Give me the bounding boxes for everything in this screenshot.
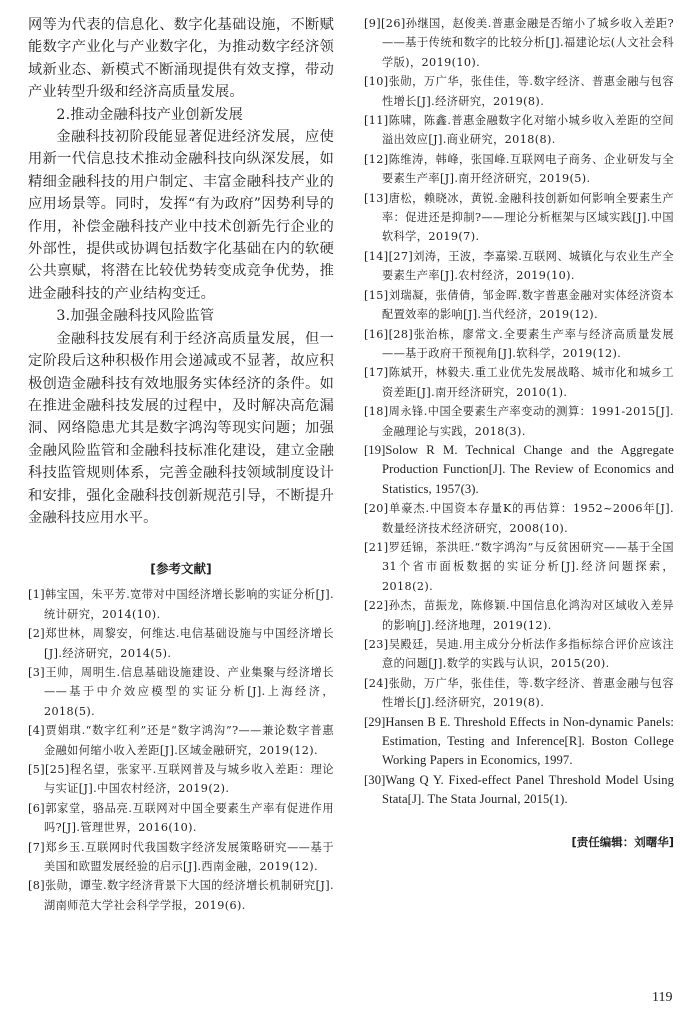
reference-item: [24]张勋，万广华，张佳佳，等.数字经济、普惠金融与包容性增长[J].经济研究，2019(8). xyxy=(364,676,674,710)
body-paragraph: 网等为代表的信息化、数字化基础设施，不断赋能数字产业化与产业数字化，为推动数字经济领域新业态、新模式不断涌现提供有效支撑，带动产业转型升级和经济高质量发展。 xyxy=(28,17,334,101)
reference-item: [20]单豪杰.中国资本存量K的再估算：1952~2006年[J].数量经济技术经济研究，2008(10). xyxy=(364,502,674,535)
page-number: 119 xyxy=(652,990,673,1005)
reference-item: [4]贾娟琪.“数字红利”还是“数字鸿沟”?——兼论数字普惠金融如何缩小收入差距[J].区域金融研究，2019(12). xyxy=(28,724,334,757)
reference-item: [11]陈啸，陈鑫.普惠金融数字化对缩小城乡收入差距的空间溢出效应[J].商业研究，2018(8). xyxy=(364,114,674,147)
left-column xyxy=(28,14,334,915)
reference-list xyxy=(28,585,334,915)
reference-item: [3]王帅，周明生.信息基础设施建设、产业集聚与经济增长——基于中介效应模型的实证分析[J].上海经济，2018(5). xyxy=(28,665,334,718)
reference-item: [30]Wang Q Y. Fixed-effect Panel Threshold Model Using Stata[J]. The Stata Journal, 2015(1). xyxy=(364,772,674,807)
reference-item: [17]陈斌开，林毅夫.重工业优先发展战略、城市化和城乡工资差距[J].南开经济研究，2010(1). xyxy=(364,366,674,399)
reference-item: [16][28]张治栋，廖常文.全要素生产率与经济高质量发展——基于政府干预视角[J].软科学，2019(12). xyxy=(364,327,674,360)
references-title: [参考文献] xyxy=(150,561,212,577)
reference-item: [10]张勋，万广华，张佳佳，等.数字经济、普惠金融与包容性增长[J].经济研究，2019(8). xyxy=(364,75,674,108)
reference-item: [29]Hansen B E. Threshold Effects in Non-dynamic Panels: Estimation, Testing and Inference[R]. Boston College Working Papers in Economics, 1997. xyxy=(364,714,674,768)
reference-item: [1]韩宝国，朱平芳.宽带对中国经济增长影响的实证分析[J].统计研究，2014(10). xyxy=(28,588,334,621)
section-heading: 2.推动金融科技产业创新发展 xyxy=(56,106,243,123)
right-column xyxy=(364,14,674,850)
reference-item: [14][27]刘涛，王波，李嘉梁.互联网、城镇化与农业生产全要素生产率[J].农村经济，2019(10). xyxy=(364,249,674,283)
body-paragraph: 金融科技初阶段能显著促进经济发展，应使用新一代信息技术推动金融科技向纵深发展，如精细金融科技的用户制定、丰富金融科技产业的应用场景等。同时，发挥“有为政府”因势利导的作用，补偿金融科技产业中技术创新先行企业的外部性，提供或协调包括数字化基础在内的软硬公共禀赋，将潜在比较优势转变成竞争优势，推进金融科技的产业结构变迁。 xyxy=(28,129,334,302)
reference-item: [7]郑乡玉.互联网时代我国数字经济发展策略研究——基于美国和欧盟发展经验的启示[J].西南金融，2019(12). xyxy=(28,840,334,874)
reference-item: [13]唐松，赖晓冰，黄锐.金融科技创新如何影响全要素生产率：促进还是抑制?——理论分析框架与区域实践[J].中国软科学，2019(7). xyxy=(364,191,674,244)
reference-item: [8]张勋，谭莹.数字经济背景下大国的经济增长机制研究[J].湖南师范大学社会科学学报，2019(6). xyxy=(28,879,334,912)
responsible-editor: [责任编辑：刘曙华] xyxy=(571,834,674,849)
reference-item: [6]郭家堂，骆品亮.互联网对中国全要素生产率有促进作用吗?[J].管理世界，2016(10). xyxy=(28,801,334,835)
reference-item: [21]罗廷锦，茶洪旺.“数字鸿沟”与反贫困研究——基于全国31个省市面板数据的实证分析[J].经济问题探索，2018(2). xyxy=(364,540,674,593)
reference-item: [23]吴殿廷，吴迪.用主成分分析法作多指标综合评价应该注意的问题[J].数学的实践与认识，2015(20). xyxy=(364,638,674,671)
reference-item: [2]郑世林，周黎安，何维达.电信基础设施与中国经济增长[J].经济研究，2014(5). xyxy=(28,627,334,660)
reference-item: [12]陈维涛，韩峰，张国峰.互联网电子商务、企业研发与全要素生产率[J].南开经济研究，2019(5). xyxy=(364,152,674,186)
reference-item: [18]周永锋.中国全要素生产率变动的测算：1991-2015[J].金融理论与实践，2018(3). xyxy=(364,405,674,438)
reference-item: [15]刘瑞凝，张倩倩，邹金晖.数字普惠金融对实体经济资本配置效率的影响[J].当代经济，2019(12). xyxy=(364,288,674,322)
reference-item: [9][26]孙继国，赵俊美.普惠金融是否缩小了城乡收入差距?——基于传统和数字的比较分析[J].福建论坛(人文社会科学版)，2019(10). xyxy=(364,17,674,69)
reference-item: [19]Solow R M. Technical Change and the Aggregate Production Function[J]. The Review of Economics and Statistics, 1957(3). xyxy=(364,442,674,496)
reference-item: [22]孙杰，苗振龙，陈修颖.中国信息化鸿沟对区域收入差异的影响[J].经济地理，2019(12). xyxy=(364,599,674,632)
reference-item: [5][25]程名望，张家平.互联网普及与城乡收入差距：理论与实证[J].中国农村经济，2019(2). xyxy=(28,763,334,796)
body-paragraph: 金融科技发展有利于经济高质量发展，但一定阶段后这种积极作用会递减或不显著，故应积极创造金融科技有效地服务实体经济的条件。如在推进金融科技发展的过程中，及时解决高危漏洞、网络隐患尤其是数字鸿沟等现实问题；加强金融风险监管和金融科技标准化建设，建立金融科技监管规则体系，完善金融科技领域制度设计和安排，强化金融科技创新规范引导，不断提升金融科技应用水平。 xyxy=(28,330,334,526)
reference-list-continued xyxy=(364,14,674,810)
section-heading: 3.加强金融科技风险监管 xyxy=(56,308,215,325)
